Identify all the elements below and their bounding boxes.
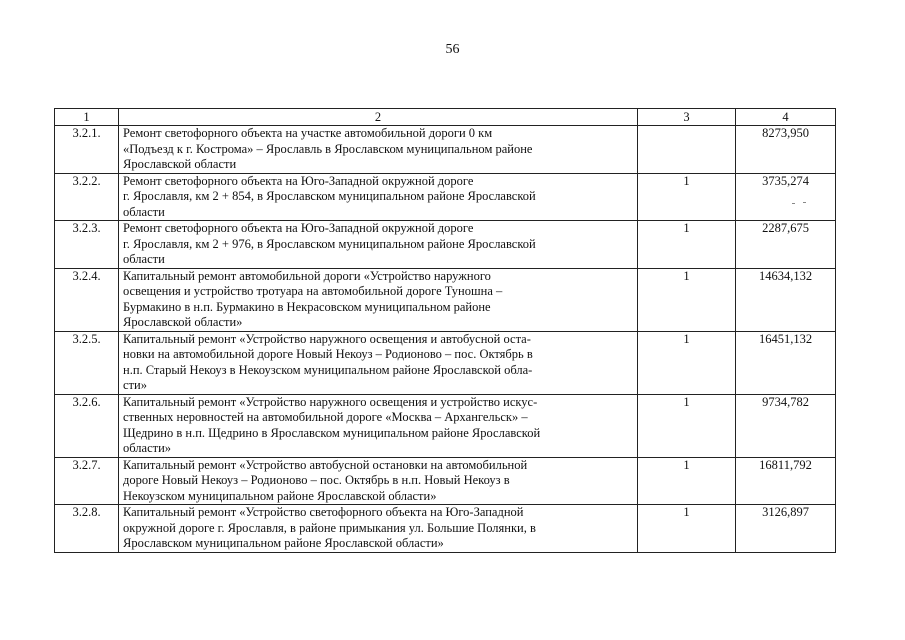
table-row: [55, 126, 836, 174]
row-description-cell: [119, 331, 638, 394]
description-line: области: [123, 252, 165, 266]
description-line: Ярославском муниципальном районе Ярославской области»: [123, 536, 444, 550]
row-quantity-cell: 1: [638, 173, 736, 221]
row-description-cell: [119, 173, 638, 221]
description-line: Капитальный ремонт «Устройство наружного освещения и автобусной оста-: [123, 331, 531, 346]
description-line: Некоузском муниципальном районе Ярославской области»: [123, 488, 437, 503]
description-line: Щедрино в н.п. Щедрино в Ярославском муниципальном районе Ярославской: [123, 425, 541, 440]
table-row: [55, 221, 836, 269]
description-line: Ремонт светофорного объекта на участке автомобильной дороги 0 км: [123, 126, 493, 140]
row-amount-cell: 8273,950: [736, 126, 836, 174]
description-line: н.п. Старый Некоуз в Некоузском муниципальном районе Ярославской обла-: [123, 362, 533, 377]
row-amount-cell: 14634,132: [736, 268, 836, 331]
row-amount-cell: 3126,897: [736, 505, 836, 553]
description-line: Капитальный ремонт автомобильной дороги «Устройство наружного: [123, 268, 491, 283]
description-line: Ремонт светофорного объекта на Юго-Западной окружной дороге: [123, 221, 474, 235]
description-line: Ярославской области: [123, 157, 237, 171]
scan-speck: [803, 202, 806, 203]
description-line: Капитальный ремонт «Устройство автобусной остановки на автомобильной: [123, 457, 528, 472]
works-table: [54, 108, 836, 553]
row-description-cell: [119, 268, 638, 331]
table-row: [55, 394, 836, 457]
table-row: [55, 331, 836, 394]
row-description-cell: [119, 126, 638, 174]
description-line: Капитальный ремонт «Устройство светофорного объекта на Юго-Западной: [123, 505, 524, 519]
row-amount-cell: 3735,274: [736, 173, 836, 221]
header-cell-2: 2: [119, 109, 638, 126]
description-line: области»: [123, 441, 172, 455]
row-number-cell: 3.2.5.: [55, 331, 119, 394]
row-number-cell: 3.2.4.: [55, 268, 119, 331]
description-line: окружной дороге г. Ярославля, в районе примыкания ул. Большие Полянки, в: [123, 520, 536, 535]
row-quantity-cell: 1: [638, 394, 736, 457]
row-number-cell: 3.2.2.: [55, 173, 119, 221]
row-description-cell: [119, 394, 638, 457]
row-number-cell: 3.2.3.: [55, 221, 119, 269]
row-number-cell: 3.2.6.: [55, 394, 119, 457]
table-row: [55, 457, 836, 505]
description-line: ственных неровностей на автомобильной дороге «Москва – Архангельск» –: [123, 410, 528, 424]
page-number: 56: [445, 42, 460, 57]
description-line: сти»: [123, 378, 147, 392]
header-cell-3: 3: [638, 109, 736, 126]
row-quantity-cell: [638, 126, 736, 174]
description-line: Бурмакино в н.п. Бурмакино в Некрасовском муниципальном районе: [123, 299, 491, 314]
table-row: [55, 268, 836, 331]
header-cell-1: 1: [55, 109, 119, 126]
description-line: Ремонт светофорного объекта на Юго-Западной окружной дороге: [123, 173, 474, 188]
description-line: новки на автомобильной дороге Новый Некоуз – Родионово – пос. Октябрь в: [123, 347, 533, 361]
row-number-cell: 3.2.7.: [55, 457, 119, 505]
description-line: области: [123, 204, 165, 219]
row-quantity-cell: 1: [638, 331, 736, 394]
row-quantity-cell: 1: [638, 268, 736, 331]
row-amount-cell: 9734,782: [736, 394, 836, 457]
row-quantity-cell: 1: [638, 221, 736, 269]
row-number-cell: 3.2.8.: [55, 505, 119, 553]
table-body: [55, 109, 836, 553]
description-line: Капитальный ремонт «Устройство наружного освещения и устройство искус-: [123, 394, 538, 409]
row-amount-cell: 16451,132: [736, 331, 836, 394]
header-cell-4: 4: [736, 109, 836, 126]
row-amount-cell: 2287,675: [736, 221, 836, 269]
description-line: дороге Новый Некоуз – Родионово – пос. Октябрь в н.п. Новый Некоуз в: [123, 473, 510, 487]
table-row: [55, 173, 836, 221]
table-header-row: [55, 109, 836, 126]
description-line: г. Ярославля, км 2 + 976, в Ярославском муниципальном районе Ярославской: [123, 236, 536, 251]
row-amount-cell: 16811,792: [736, 457, 836, 505]
description-line: г. Ярославля, км 2 + 854, в Ярославском муниципальном районе Ярославской: [123, 189, 536, 203]
row-description-cell: [119, 221, 638, 269]
description-line: «Подъезд к г. Кострома» – Ярославль в Ярославском муниципальном районе: [123, 141, 533, 156]
scan-speck: [792, 203, 795, 204]
table-row: [55, 505, 836, 553]
description-line: Ярославской области»: [123, 315, 243, 329]
row-number-cell: 3.2.1.: [55, 126, 119, 174]
row-description-cell: [119, 505, 638, 553]
row-quantity-cell: 1: [638, 457, 736, 505]
description-line: освещения и устройство тротуара на автомобильной дороге Туношна –: [123, 284, 503, 298]
row-description-cell: [119, 457, 638, 505]
row-quantity-cell: 1: [638, 505, 736, 553]
